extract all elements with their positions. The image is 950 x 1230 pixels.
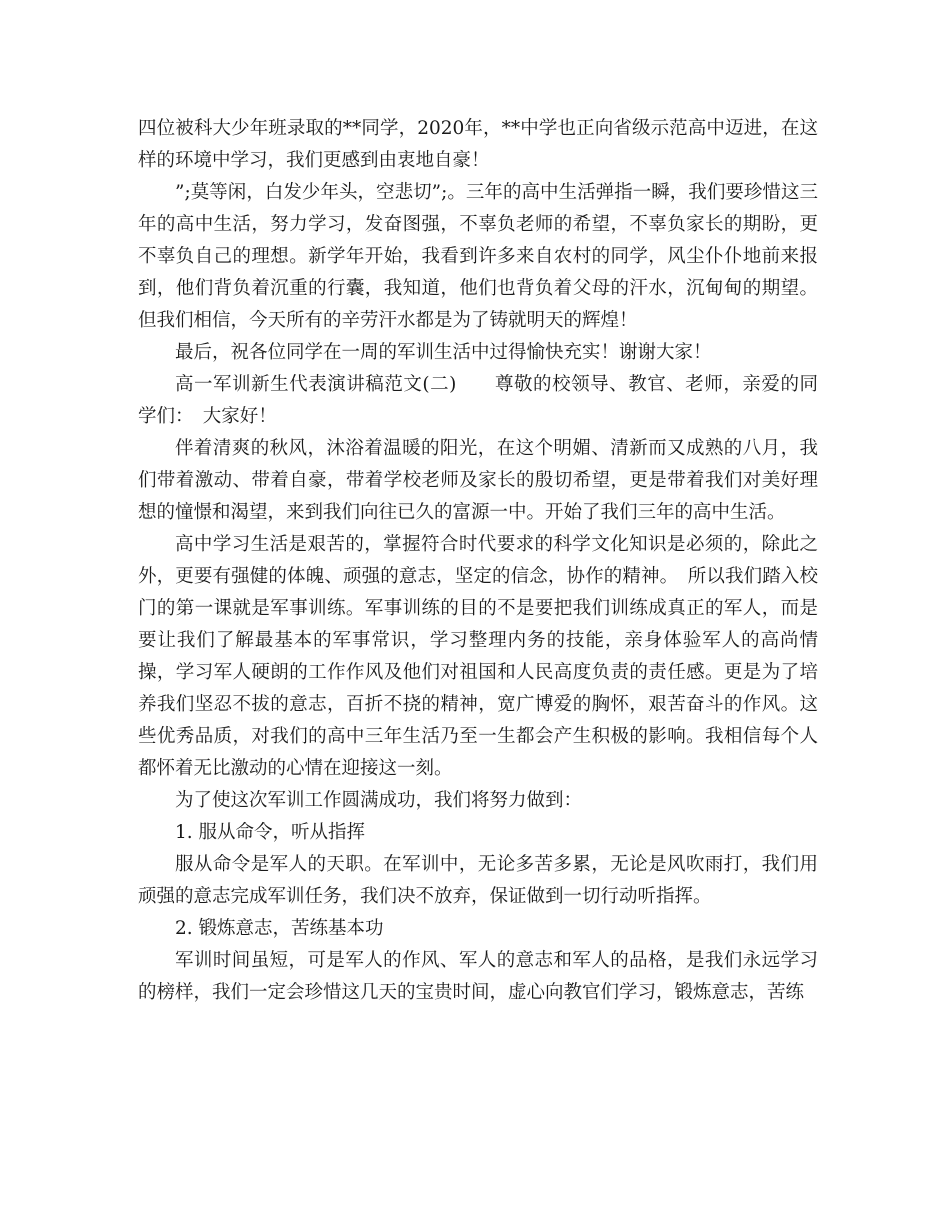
paragraph-5: 伴着清爽的秋风，沐浴着温暖的阳光，在这个明媚、清新而又成熟的八月，我们带着激动、带着自豪，带着学校老师及家长的殷切希望，更是带着我们对美好理想的憧憬和渴望，来到我们向往已久的富源一中。开始了我们三年的高中生活。 xyxy=(138,438,818,523)
paragraph-7: 为了使这次军训工作圆满成功，我们将努力做到： xyxy=(175,790,583,811)
paragraph-4: 高一军训新生代表演讲稿范文(二) 尊敬的校领导、教官、老师，亲爱的同学们： 大家好！ xyxy=(138,374,818,427)
paragraph-8: 服从命令是军人的天职。在军训中，无论多苦多累，无论是风吹雨打，我们用顽强的意志完成军训任务，我们决不放弃，保证做到一切行动听指挥。 xyxy=(138,854,818,907)
list-heading-2: 2. 锻炼意志，苦练基本功 xyxy=(175,918,384,939)
paragraph-1: 四位被科大少年班录取的**同学，2020年，**中学也正向省级示范高中迈进，在这样的环境中学习，我们更感到由衷地自豪！ xyxy=(138,118,818,171)
paragraph-2: ”;莫等闲，白发少年头，空悲切”;。三年的高中生活弹指一瞬，我们要珍惜这三年的高中生活，努力学习，发奋图强，不辜负老师的希望，不辜负家长的期盼，更不辜负自己的理想。新学年开始，我看到许多来自农村的同学，风尘仆仆地前来报到，他们背负着沉重的行囊，我知道，他们也背负着父母的汗水，沉甸甸的期望。但我们相信，今天所有的辛劳汗水都是为了铸就明天的辉煌！ xyxy=(138,182,818,331)
paragraph-3: 最后，祝各位同学在一周的军训生活中过得愉快充实！谢谢大家！ xyxy=(175,342,712,363)
paragraph-9: 军训时间虽短，可是军人的作风、军人的意志和军人的品格，是我们永远学习的榜样，我们一定会珍惜这几天的宝贵时间，虚心向教官们学习，锻炼意志，苦练 xyxy=(138,950,818,1003)
document-body xyxy=(138,113,818,1009)
list-heading-1: 1. 服从命令，听从指挥 xyxy=(175,822,366,843)
paragraph-6: 高中学习生活是艰苦的，掌握符合时代要求的科学文化知识是必须的，除此之外，更要有强健的体魄、顽强的意志，坚定的信念，协作的精神。 所以我们踏入校门的第一课就是军事训练。军事训练的目的不是要把我们训练成真正的军人，而是要让我们了解最基本的军事常识，学习整理内务的技能，亲身体验军人的高尚情操，学习军人硬朗的工作作风及他们对祖国和人民高度负责的责任感。更是为了培养我们坚忍不拔的意志，百折不挠的精神，宽广博爱的胸怀，艰苦奋斗的作风。这些优秀品质，对我们的高中三年生活乃至一生都会产生积极的影响。我相信每个人都怀着无比激动的心情在迎接这一刻。 xyxy=(138,534,818,779)
